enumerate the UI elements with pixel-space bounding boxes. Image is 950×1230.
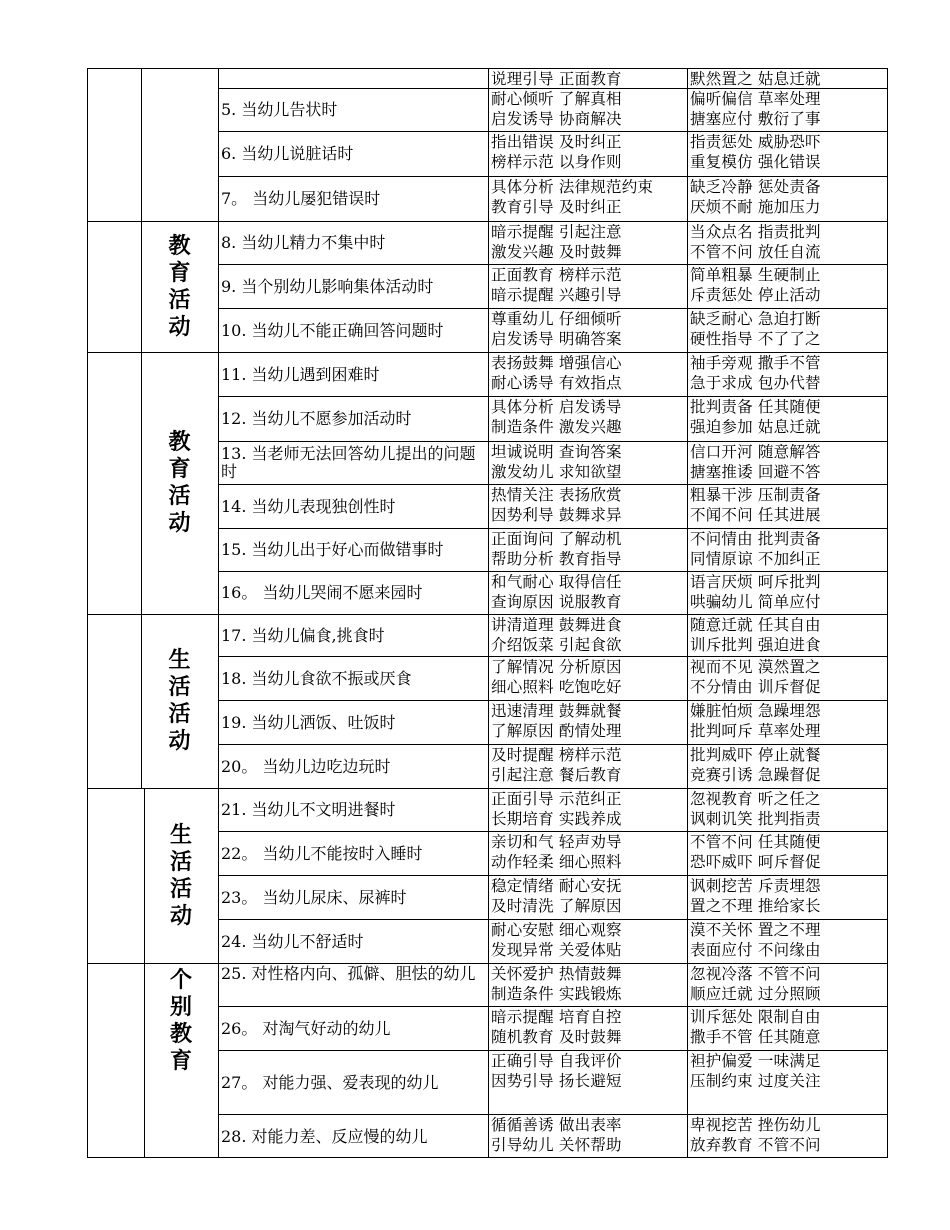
inappropriate-strategy [688, 309, 887, 352]
appropriate-strategy [489, 132, 687, 176]
strategy-text: 强迫参加 姑息迁就 [690, 418, 821, 436]
strategy-text: 正确引导 自我评价 [491, 1052, 622, 1070]
strategy-text: 恐吓威吓 呵斥督促 [690, 853, 821, 871]
strategy-text: 正面教育 榜样示范 [491, 266, 622, 284]
strategy-text: 因势引导 扬长避短 [491, 1072, 622, 1090]
appropriate-strategy [489, 177, 687, 221]
strategy-text: 批判责备 任其随便 [690, 398, 821, 416]
inappropriate-strategy [688, 1007, 887, 1050]
inappropriate-strategy [688, 353, 887, 396]
appropriate-strategy [489, 89, 687, 131]
strategy-text: 嫌脏怕烦 急躁埋怨 [690, 702, 821, 720]
appropriate-strategy [489, 222, 687, 264]
section-label [141, 352, 218, 614]
strategy-text: 不管不问 任其随便 [690, 833, 821, 851]
section-label-text: 个别教育 [169, 967, 192, 1074]
situation-cell: 12. 当幼儿不愿参加活动时 [221, 409, 412, 428]
situation-cell: 24. 当幼儿不舒适时 [221, 931, 364, 951]
strategy-text: 不分情由 训斥督促 [690, 678, 821, 696]
strategy-text: 随机教育 及时鼓舞 [491, 1028, 622, 1046]
appropriate-strategy [489, 876, 687, 919]
situation-cell: 18. 当幼儿食欲不振或厌食 [221, 668, 412, 688]
inappropriate-strategy [688, 222, 887, 264]
strategy-text: 斥责惩处 停止活动 [690, 286, 821, 304]
inappropriate-strategy [688, 442, 887, 484]
strategy-text: 袖手旁观 撒手不管 [690, 354, 821, 372]
strategy-text: 不管不问 放任自流 [690, 243, 821, 261]
strategy-text: 同情原谅 不加纠正 [690, 550, 821, 568]
strategy-text: 搪塞应付 敷衍了事 [690, 110, 821, 128]
section-number [87, 352, 141, 614]
section-label [141, 68, 218, 221]
situation-cell: 26。 对淘气好动的幼儿 [221, 1018, 391, 1038]
strategy-text: 耐心诱导 有效指点 [491, 374, 622, 392]
inappropriate-strategy [688, 485, 887, 528]
inappropriate-strategy [688, 265, 887, 308]
strategy-text: 指责惩处 威胁恐吓 [690, 133, 821, 151]
appropriate-strategy [489, 789, 687, 831]
strategy-text: 激发幼儿 求知欲望 [491, 463, 622, 481]
appropriate-strategy [489, 920, 687, 963]
strategy-text: 信口开河 随意解答 [690, 443, 821, 461]
strategy-text: 重复模仿 强化错误 [690, 153, 821, 171]
strategy-text: 表扬鼓舞 增强信心 [491, 354, 622, 372]
guidance-table [87, 68, 888, 1158]
strategy-text: 语言厌烦 呵斥批判 [690, 573, 821, 591]
situation-cell: 5. 当幼儿告状时 [221, 100, 338, 119]
strategy-text: 急于求成 包办代替 [690, 374, 821, 392]
strategy-text: 热情关注 表扬欣赏 [491, 486, 622, 504]
inappropriate-strategy [688, 701, 887, 744]
situation-cell: 22。 当幼儿不能按时入睡时 [221, 843, 423, 863]
strategy-text: 不问情由 批判责备 [690, 530, 821, 548]
appropriate-strategy [489, 701, 687, 744]
strategy-text: 因势利导 鼓舞求异 [491, 506, 622, 524]
strategy-text: 介绍饭菜 引起食欲 [491, 636, 622, 654]
strategy-text: 尊重幼儿 仔细倾听 [491, 310, 622, 328]
strategy-text: 指出错误 及时纠正 [491, 133, 622, 151]
strategy-text: 及时清洗 了解原因 [491, 897, 622, 915]
strategy-text: 了解原因 酌情处理 [491, 722, 622, 740]
appropriate-strategy [489, 309, 687, 352]
inappropriate-strategy [688, 529, 887, 571]
table-border-right [887, 68, 888, 1158]
strategy-text: 坦诚说明 查询答案 [491, 443, 622, 461]
appropriate-strategy [489, 1051, 687, 1114]
inappropriate-strategy [688, 876, 887, 919]
strategy-text: 讽刺挖苦 斥责埋怨 [690, 877, 821, 895]
strategy-text: 放弃教育 不管不问 [690, 1136, 821, 1154]
strategy-text: 卑视挖苦 挫伤幼儿 [690, 1116, 821, 1134]
strategy-text: 简单粗暴 生硬制止 [690, 266, 821, 284]
strategy-text: 忽视冷落 不管不问 [690, 965, 821, 983]
section-label-text: 生活活动 [169, 821, 192, 929]
situation-cell: 16。 当幼儿哭闹不愿来园时 [221, 583, 423, 602]
strategy-text: 暗示提醒 引起注意 [491, 223, 622, 241]
strategy-text: 教育引导 及时纠正 [491, 198, 622, 216]
appropriate-strategy [489, 265, 687, 308]
strategy-text: 启发诱导 协商解决 [491, 110, 622, 128]
strategy-text: 缺乏冷静 惩处责备 [690, 178, 821, 196]
strategy-text: 表面应付 不问缘由 [690, 941, 821, 959]
strategy-text: 讲清道理 鼓舞进食 [491, 616, 622, 634]
strategy-text: 了解情况 分析原因 [491, 658, 622, 676]
inappropriate-strategy [688, 132, 887, 176]
inappropriate-strategy [688, 920, 887, 963]
situation-cell: 6. 当幼儿说脏话时 [221, 144, 354, 163]
section-number [87, 68, 141, 221]
appropriate-strategy [489, 69, 687, 88]
strategy-text: 正面引导 示范纠正 [491, 790, 622, 808]
appropriate-strategy [489, 353, 687, 396]
strategy-text: 动作轻柔 细心照料 [491, 853, 622, 871]
strategy-text: 发现异常 关爱体贴 [491, 941, 622, 959]
inappropriate-strategy [688, 745, 887, 788]
strategy-text: 置之不理 推给家长 [690, 897, 821, 915]
strategy-text: 耐心安慰 细心观察 [491, 921, 622, 939]
section-label-text: 教育活动 [168, 232, 191, 340]
situation-cell: 15. 当幼儿出于好心而做错事时 [221, 540, 444, 559]
situation-cell: 27。 对能力强、爱表现的幼儿 [221, 1072, 439, 1092]
inappropriate-strategy [688, 69, 887, 88]
appropriate-strategy [489, 1007, 687, 1050]
situation-cell: 25. 对性格内向、孤僻、胆怯的幼儿 [221, 964, 476, 983]
strategy-text: 帮助分析 教育指导 [491, 550, 622, 568]
appropriate-strategy [489, 485, 687, 528]
section-number [87, 221, 141, 352]
strategy-text: 查询原因 说服教育 [491, 593, 622, 611]
strategy-text: 讽刺讥笑 批判指责 [690, 810, 821, 828]
strategy-text: 硬性指导 不了了之 [690, 330, 821, 348]
strategy-text: 具体分析 启发诱导 [491, 398, 622, 416]
strategy-text: 激发兴趣 及时鼓舞 [491, 243, 622, 261]
strategy-text: 关怀爱护 热情鼓舞 [491, 965, 622, 983]
situation-cell: 28. 对能力差、反应慢的幼儿 [221, 1126, 428, 1146]
situation-cell: 14. 当幼儿表现独创性时 [221, 496, 396, 516]
strategy-text: 搪塞推诿 回避不答 [690, 463, 821, 481]
strategy-text: 长期培育 实践养成 [491, 810, 622, 828]
strategy-text: 不闻不问 任其进展 [690, 506, 821, 524]
strategy-text: 忽视教育 听之任之 [690, 790, 821, 808]
strategy-text: 竞赛引诱 急躁督促 [690, 766, 821, 784]
strategy-text: 批判威吓 停止就餐 [690, 746, 821, 764]
strategy-text: 启发诱导 明确答案 [491, 330, 622, 348]
strategy-text: 制造条件 激发兴趣 [491, 418, 622, 436]
section-label [144, 963, 218, 1158]
section-label [141, 221, 218, 352]
appropriate-strategy [489, 442, 687, 484]
strategy-text: 说理引导 正面教育 [491, 70, 622, 88]
inappropriate-strategy [688, 832, 887, 875]
strategy-text: 稳定情绪 耐心安抚 [491, 877, 622, 895]
situation-cell: 9. 当个别幼儿影响集体活动时 [221, 276, 434, 296]
appropriate-strategy [489, 572, 687, 614]
strategy-text: 制造条件 实践锻炼 [491, 985, 622, 1003]
strategy-text: 细心照料 吃饱吃好 [491, 678, 622, 696]
inappropriate-strategy [688, 964, 887, 1006]
strategy-text: 正面询问 了解动机 [491, 530, 622, 548]
section-number [87, 788, 144, 963]
strategy-text: 漠不关怀 置之不理 [690, 921, 821, 939]
situation-cell: 20。 当幼儿边吃边玩时 [221, 756, 391, 776]
strategy-text: 偏听偏信 草率处理 [690, 90, 821, 108]
strategy-text: 训斥批判 强迫进食 [690, 636, 821, 654]
strategy-text: 迅速清理 鼓舞就餐 [491, 702, 622, 720]
strategy-text: 压制约束 过度关注 [690, 1072, 821, 1090]
appropriate-strategy [489, 397, 687, 441]
strategy-text: 亲切和气 轻声劝导 [491, 833, 622, 851]
strategy-text: 批判呵斥 草率处理 [690, 722, 821, 740]
strategy-text: 袒护偏爱 一味满足 [690, 1052, 821, 1070]
strategy-text: 视而不见 漠然置之 [690, 658, 821, 676]
strategy-text: 当众点名 指责批判 [690, 223, 821, 241]
strategy-text: 引导幼儿 关怀帮助 [491, 1136, 622, 1154]
strategy-text: 粗暴干涉 压制责备 [690, 486, 821, 504]
inappropriate-strategy [688, 1051, 887, 1114]
section-label [141, 614, 218, 788]
section-label-text: 生活活动 [168, 647, 191, 754]
inappropriate-strategy [688, 572, 887, 614]
strategy-text: 耐心倾听 了解真相 [491, 90, 622, 108]
strategy-text: 具体分析 法律规范约束 [491, 178, 654, 196]
situation-cell: 13. 当老师无法回答幼儿提出的问题时 [221, 444, 476, 481]
situation-cell: 23。 当幼儿尿床、尿裤时 [221, 887, 407, 907]
section-label [144, 788, 218, 963]
appropriate-strategy [489, 832, 687, 875]
situation-cell: 17. 当幼儿偏食,挑食时 [221, 625, 385, 645]
appropriate-strategy [489, 1115, 687, 1158]
inappropriate-strategy [688, 177, 887, 221]
appropriate-strategy [489, 745, 687, 788]
appropriate-strategy [489, 657, 687, 700]
strategy-text: 默然置之 姑息迁就 [690, 70, 821, 88]
situation-cell: 19. 当幼儿洒饭、吐饭时 [221, 712, 396, 732]
inappropriate-strategy [688, 1115, 887, 1158]
appropriate-strategy [489, 964, 687, 1006]
section-label-text: 教育活动 [168, 429, 191, 536]
strategy-text: 厌烦不耐 施加压力 [690, 198, 821, 216]
appropriate-strategy [489, 615, 687, 656]
strategy-text: 顺应迁就 过分照顾 [690, 985, 821, 1003]
appropriate-strategy [489, 529, 687, 571]
inappropriate-strategy [688, 657, 887, 700]
situation-cell: 8. 当幼儿精力不集中时 [221, 233, 386, 252]
strategy-text: 哄骗幼儿 简单应付 [690, 593, 821, 611]
inappropriate-strategy [688, 789, 887, 831]
strategy-text: 和气耐心 取得信任 [491, 573, 622, 591]
situation-cell: 10. 当幼儿不能正确回答问题时 [221, 320, 444, 340]
situation-cell [219, 69, 488, 88]
strategy-text: 榜样示范 以身作则 [491, 153, 622, 171]
strategy-text: 暗示提醒 兴趣引导 [491, 286, 622, 304]
situation-cell: 11. 当幼儿遇到困难时 [221, 364, 380, 384]
section-number [87, 963, 144, 1158]
strategy-text: 循循善诱 做出表率 [491, 1116, 622, 1134]
strategy-text: 缺乏耐心 急迫打断 [690, 310, 821, 328]
strategy-text: 暗示提醒 培育自控 [491, 1008, 622, 1026]
strategy-text: 引起注意 餐后教育 [491, 766, 622, 784]
situation-cell: 21. 当幼儿不文明进餐时 [221, 800, 396, 819]
strategy-text: 及时提醒 榜样示范 [491, 746, 622, 764]
inappropriate-strategy [688, 89, 887, 131]
inappropriate-strategy [688, 615, 887, 656]
inappropriate-strategy [688, 397, 887, 441]
strategy-text: 训斥惩处 限制自由 [690, 1008, 821, 1026]
section-number [87, 614, 141, 788]
strategy-text: 随意迁就 任其自由 [690, 616, 821, 634]
situation-cell: 7。 当幼儿屡犯错误时 [221, 189, 381, 208]
strategy-text: 撒手不管 任其随意 [690, 1028, 821, 1046]
